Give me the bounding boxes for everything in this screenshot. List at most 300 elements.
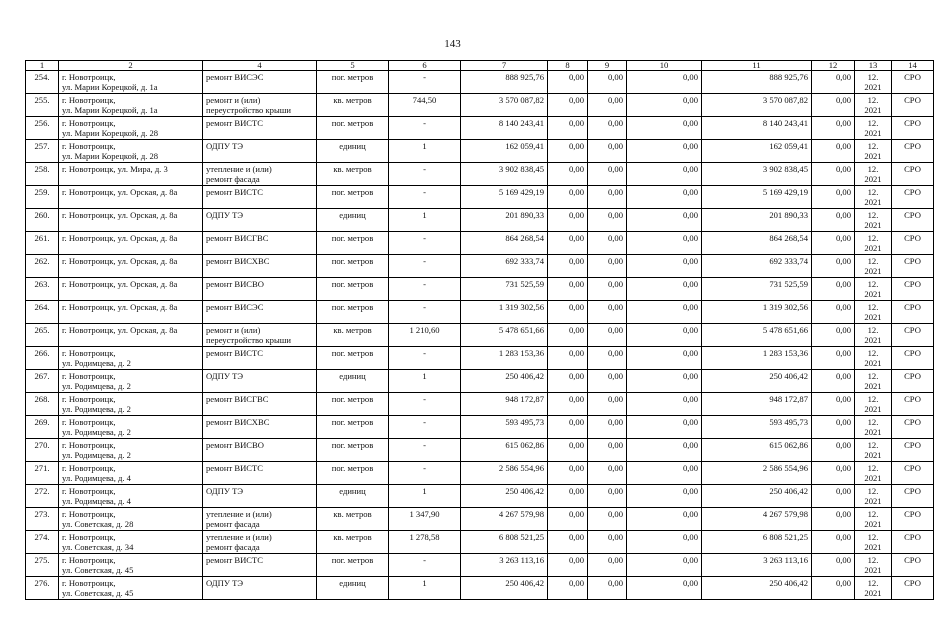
deadline-text: 12. <box>867 486 879 496</box>
deadline-cell <box>855 209 892 232</box>
work-type-cell <box>203 508 317 531</box>
work-type-text: ремонт ВИСГВС <box>206 394 269 404</box>
deadline-cell <box>855 186 892 209</box>
work-type-cell <box>203 393 317 416</box>
quantity-text: 1 278,58 <box>409 532 440 542</box>
col10-text: 0,00 <box>682 394 698 404</box>
col12-text: 0,00 <box>835 256 851 266</box>
col11-cost-cell <box>702 531 812 554</box>
col8-text: 0,00 <box>568 233 584 243</box>
col12-cell <box>812 462 855 485</box>
row-number-text: 262. <box>34 256 50 266</box>
work-type-text: ремонт и (или) <box>206 325 261 335</box>
total-cost-cell <box>461 71 548 94</box>
deadline-cell <box>855 163 892 186</box>
col10-cell <box>627 278 702 301</box>
total-cost-text: 1 319 302,56 <box>498 302 544 312</box>
total-cost-text: 2 586 554,96 <box>498 463 544 473</box>
row-number-cell <box>26 278 59 301</box>
deadline-text: 12. <box>867 279 879 289</box>
method-text: СРО <box>904 509 921 519</box>
deadline-text: 12. <box>867 417 879 427</box>
quantity-text: - <box>423 302 426 312</box>
unit-text: пог. метров <box>331 233 374 243</box>
table-row <box>26 347 934 370</box>
col12-text: 0,00 <box>835 325 851 335</box>
col10-text: 0,00 <box>682 164 698 174</box>
address-cell <box>59 71 203 94</box>
row-number-cell <box>26 232 59 255</box>
method-text: СРО <box>904 95 921 105</box>
col9-text: 0,00 <box>607 95 623 105</box>
quantity-cell <box>389 416 461 439</box>
row-number-text: 259. <box>34 187 50 197</box>
total-cost-text: 864 268,54 <box>505 233 544 243</box>
work-type-cell <box>203 370 317 393</box>
address-text: ул. Советская, д. 45 <box>62 565 134 576</box>
unit-text: пог. метров <box>331 72 374 82</box>
quantity-text: - <box>423 440 426 450</box>
deadline-text: 2021 <box>864 105 882 116</box>
row-number-text: 261. <box>34 233 50 243</box>
quantity-text: - <box>423 118 426 128</box>
address-text: г. Новотроицк, <box>62 72 116 82</box>
col10-text: 0,00 <box>682 417 698 427</box>
col12-cell <box>812 94 855 117</box>
address-text: г. Новотроицк, <box>62 486 116 496</box>
row-number-text: 270. <box>34 440 50 450</box>
col12-text: 0,00 <box>835 233 851 243</box>
col8-cell <box>548 347 588 370</box>
total-cost-text: 692 333,74 <box>505 256 544 266</box>
col11-cost-cell <box>702 140 812 163</box>
col10-cell <box>627 531 702 554</box>
col10-cell <box>627 370 702 393</box>
col12-text: 0,00 <box>835 371 851 381</box>
total-cost-cell <box>461 577 548 600</box>
col11-cost-text: 250 406,42 <box>769 371 808 381</box>
deadline-text: 12. <box>867 509 879 519</box>
method-cell <box>892 347 934 370</box>
address-text: г. Новотроицк, <box>62 348 116 358</box>
column-header: 12 <box>812 61 855 71</box>
col9-text: 0,00 <box>607 371 623 381</box>
col10-cell <box>627 508 702 531</box>
deadline-cell <box>855 439 892 462</box>
col8-text: 0,00 <box>568 486 584 496</box>
method-text: СРО <box>904 210 921 220</box>
work-type-cell <box>203 278 317 301</box>
col12-cell <box>812 186 855 209</box>
col9-cell <box>588 117 627 140</box>
col9-text: 0,00 <box>607 486 623 496</box>
col9-cell <box>588 94 627 117</box>
col9-text: 0,00 <box>607 210 623 220</box>
address-text: ул. Родимцева, д. 2 <box>62 404 131 415</box>
col8-cell <box>548 508 588 531</box>
column-header: 4 <box>203 61 317 71</box>
unit-cell <box>317 278 389 301</box>
col8-text: 0,00 <box>568 463 584 473</box>
deadline-text: 2021 <box>864 82 882 93</box>
col12-cell <box>812 278 855 301</box>
work-type-text: ремонт ВИСЭС <box>206 72 264 82</box>
col9-text: 0,00 <box>607 509 623 519</box>
deadline-text: 12. <box>867 256 879 266</box>
deadline-text: 2021 <box>864 220 882 231</box>
address-cell <box>59 140 203 163</box>
address-text: ул. Родимцева, д. 4 <box>62 473 131 484</box>
col12-text: 0,00 <box>835 440 851 450</box>
method-text: СРО <box>904 486 921 496</box>
col12-cell <box>812 393 855 416</box>
work-type-text: переустройство крыши <box>206 105 291 116</box>
deadline-text: 2021 <box>864 588 882 599</box>
row-number-cell <box>26 140 59 163</box>
col12-text: 0,00 <box>835 187 851 197</box>
unit-cell <box>317 554 389 577</box>
work-type-cell <box>203 531 317 554</box>
deadline-text: 12. <box>867 187 879 197</box>
col11-cost-cell <box>702 347 812 370</box>
column-header: 8 <box>548 61 588 71</box>
method-cell <box>892 393 934 416</box>
address-cell <box>59 439 203 462</box>
method-cell <box>892 462 934 485</box>
address-cell <box>59 531 203 554</box>
table-row <box>26 485 934 508</box>
row-number-cell <box>26 117 59 140</box>
unit-text: единиц <box>339 371 366 381</box>
work-type-text: ОДПУ ТЭ <box>206 371 244 381</box>
col11-cost-text: 5 478 651,66 <box>762 325 808 335</box>
row-number-cell <box>26 462 59 485</box>
quantity-cell <box>389 117 461 140</box>
address-text: ул. Советская, д. 28 <box>62 519 134 530</box>
total-cost-text: 1 283 153,36 <box>498 348 544 358</box>
unit-text: пог. метров <box>331 256 374 266</box>
col10-text: 0,00 <box>682 187 698 197</box>
work-type-text: ремонт ВИСЭС <box>206 302 264 312</box>
col8-text: 0,00 <box>568 509 584 519</box>
col9-text: 0,00 <box>607 279 623 289</box>
work-type-cell <box>203 232 317 255</box>
method-cell <box>892 94 934 117</box>
work-type-cell <box>203 439 317 462</box>
total-cost-text: 3 902 838,45 <box>498 164 544 174</box>
col12-cell <box>812 531 855 554</box>
quantity-text: 1 347,90 <box>409 509 440 519</box>
method-cell <box>892 163 934 186</box>
row-number-cell <box>26 393 59 416</box>
work-type-cell <box>203 117 317 140</box>
quantity-cell <box>389 462 461 485</box>
col11-cost-text: 3 263 113,16 <box>763 555 808 565</box>
unit-cell <box>317 416 389 439</box>
deadline-cell <box>855 370 892 393</box>
col11-cost-cell <box>702 301 812 324</box>
address-text: г. Новотроицк, <box>62 141 116 151</box>
quantity-cell <box>389 209 461 232</box>
col11-cost-text: 250 406,42 <box>769 578 808 588</box>
total-cost-text: 250 406,42 <box>505 371 544 381</box>
quantity-text: - <box>423 279 426 289</box>
total-cost-text: 3 263 113,16 <box>499 555 544 565</box>
address-text: г. Новотроицк, <box>62 394 116 404</box>
col10-cell <box>627 232 702 255</box>
quantity-text: 1 <box>422 371 427 381</box>
work-type-cell <box>203 71 317 94</box>
col9-cell <box>588 71 627 94</box>
unit-text: кв. метров <box>333 532 372 542</box>
row-number-text: 260. <box>34 210 50 220</box>
page-number: 143 <box>444 38 461 50</box>
table-row <box>26 324 934 347</box>
total-cost-cell <box>461 232 548 255</box>
col8-text: 0,00 <box>568 555 584 565</box>
col9-text: 0,00 <box>607 164 623 174</box>
col12-cell <box>812 577 855 600</box>
row-number-cell <box>26 255 59 278</box>
row-number-text: 263. <box>34 279 50 289</box>
col8-text: 0,00 <box>568 440 584 450</box>
table-row <box>26 71 934 94</box>
address-text: г. Новотроицк, ул. Мира, д. 3 <box>62 164 168 174</box>
row-number-cell <box>26 370 59 393</box>
col8-cell <box>548 554 588 577</box>
address-cell <box>59 301 203 324</box>
unit-text: кв. метров <box>333 95 372 105</box>
col12-text: 0,00 <box>835 279 851 289</box>
column-header: 10 <box>627 61 702 71</box>
col9-cell <box>588 416 627 439</box>
row-number-text: 276. <box>34 578 50 588</box>
column-header: 2 <box>59 61 203 71</box>
quantity-text: - <box>423 555 426 565</box>
unit-cell <box>317 186 389 209</box>
work-type-text: ОДПУ ТЭ <box>206 141 244 151</box>
column-header: 6 <box>389 61 461 71</box>
col12-cell <box>812 370 855 393</box>
unit-cell <box>317 140 389 163</box>
table-row <box>26 439 934 462</box>
total-cost-text: 162 059,41 <box>505 141 544 151</box>
work-type-cell <box>203 255 317 278</box>
unit-text: кв. метров <box>333 164 372 174</box>
column-header: 5 <box>317 61 389 71</box>
col8-cell <box>548 186 588 209</box>
table-row <box>26 531 934 554</box>
col12-cell <box>812 508 855 531</box>
quantity-text: 1 210,60 <box>409 325 440 335</box>
quantity-cell <box>389 393 461 416</box>
col10-cell <box>627 462 702 485</box>
unit-text: пог. метров <box>331 417 374 427</box>
deadline-text: 2021 <box>864 381 882 392</box>
method-cell <box>892 439 934 462</box>
work-type-text: ремонт и (или) <box>206 95 261 105</box>
col9-cell <box>588 278 627 301</box>
address-cell <box>59 577 203 600</box>
col8-cell <box>548 301 588 324</box>
col11-cost-cell <box>702 186 812 209</box>
total-cost-cell <box>461 278 548 301</box>
col11-cost-text: 250 406,42 <box>769 486 808 496</box>
col9-cell <box>588 163 627 186</box>
col11-cost-cell <box>702 393 812 416</box>
address-text: г. Новотроицк, <box>62 463 116 473</box>
total-cost-cell <box>461 94 548 117</box>
col10-text: 0,00 <box>682 578 698 588</box>
col9-cell <box>588 462 627 485</box>
row-number-cell <box>26 71 59 94</box>
col8-cell <box>548 393 588 416</box>
col12-cell <box>812 209 855 232</box>
total-cost-cell <box>461 508 548 531</box>
col8-text: 0,00 <box>568 141 584 151</box>
col11-cost-cell <box>702 324 812 347</box>
col12-cell <box>812 232 855 255</box>
method-text: СРО <box>904 256 921 266</box>
quantity-text: - <box>423 394 426 404</box>
quantity-text: 1 <box>422 210 427 220</box>
col10-cell <box>627 117 702 140</box>
unit-text: пог. метров <box>331 463 374 473</box>
table-row <box>26 554 934 577</box>
column-header: 1 <box>26 61 59 71</box>
table-row <box>26 186 934 209</box>
address-cell <box>59 117 203 140</box>
col9-text: 0,00 <box>607 348 623 358</box>
col12-text: 0,00 <box>835 463 851 473</box>
register-table <box>25 60 934 600</box>
col9-text: 0,00 <box>607 72 623 82</box>
deadline-text: 12. <box>867 302 879 312</box>
col11-cost-cell <box>702 94 812 117</box>
col8-text: 0,00 <box>568 164 584 174</box>
deadline-text: 12. <box>867 164 879 174</box>
address-cell <box>59 232 203 255</box>
deadline-text: 2021 <box>864 289 882 300</box>
address-cell <box>59 209 203 232</box>
quantity-text: - <box>423 463 426 473</box>
col12-text: 0,00 <box>835 532 851 542</box>
work-type-text: ОДПУ ТЭ <box>206 486 244 496</box>
unit-text: единиц <box>339 486 366 496</box>
deadline-text: 12. <box>867 532 879 542</box>
col8-text: 0,00 <box>568 371 584 381</box>
col11-cost-cell <box>702 163 812 186</box>
unit-cell <box>317 370 389 393</box>
table-row <box>26 301 934 324</box>
work-type-text: ремонт ВИСТС <box>206 555 264 565</box>
total-cost-cell <box>461 370 548 393</box>
deadline-cell <box>855 324 892 347</box>
deadline-cell <box>855 577 892 600</box>
col11-cost-text: 692 333,74 <box>769 256 808 266</box>
col12-cell <box>812 439 855 462</box>
deadline-text: 12. <box>867 210 879 220</box>
address-text: г. Новотроицк, <box>62 371 116 381</box>
row-number-cell <box>26 324 59 347</box>
col8-text: 0,00 <box>568 302 584 312</box>
method-text: СРО <box>904 463 921 473</box>
quantity-cell <box>389 347 461 370</box>
address-text: г. Новотроицк, ул. Орская, д. 8а <box>62 325 178 335</box>
col9-cell <box>588 140 627 163</box>
address-text: г. Новотроицк, <box>62 578 116 588</box>
col12-text: 0,00 <box>835 509 851 519</box>
address-text: г. Новотроицк, ул. Орская, д. 8а <box>62 256 178 266</box>
col8-cell <box>548 278 588 301</box>
col8-cell <box>548 209 588 232</box>
quantity-cell <box>389 370 461 393</box>
deadline-cell <box>855 278 892 301</box>
row-number-cell <box>26 508 59 531</box>
quantity-cell <box>389 255 461 278</box>
address-text: ул. Марии Корецкой, д. 1а <box>62 105 158 116</box>
col9-cell <box>588 370 627 393</box>
address-text: ул. Марии Корецкой, д. 28 <box>62 128 159 139</box>
unit-cell <box>317 462 389 485</box>
col9-cell <box>588 577 627 600</box>
address-text: ул. Советская, д. 34 <box>62 542 134 553</box>
work-type-cell <box>203 577 317 600</box>
address-text: ул. Марии Корецкой, д. 1а <box>62 82 158 93</box>
deadline-text: 2021 <box>864 450 882 461</box>
quantity-cell <box>389 186 461 209</box>
quantity-text: 1 <box>422 141 427 151</box>
col11-cost-cell <box>702 232 812 255</box>
work-type-text: переустройство крыши <box>206 335 291 346</box>
row-number-text: 268. <box>34 394 50 404</box>
total-cost-text: 8 140 243,41 <box>498 118 544 128</box>
total-cost-cell <box>461 416 548 439</box>
column-header: 7 <box>461 61 548 71</box>
column-header: 14 <box>892 61 934 71</box>
unit-cell <box>317 94 389 117</box>
col10-text: 0,00 <box>682 486 698 496</box>
col9-text: 0,00 <box>607 394 623 404</box>
total-cost-text: 948 172,87 <box>505 394 544 404</box>
work-type-cell <box>203 347 317 370</box>
col10-cell <box>627 485 702 508</box>
quantity-text: - <box>423 233 426 243</box>
work-type-text: ремонт ВИСХВС <box>206 417 270 427</box>
col11-cost-text: 6 808 521,25 <box>762 532 808 542</box>
col11-cost-cell <box>702 554 812 577</box>
table-row <box>26 577 934 600</box>
deadline-cell <box>855 347 892 370</box>
col12-cell <box>812 301 855 324</box>
col10-text: 0,00 <box>682 233 698 243</box>
address-text: г. Новотроицк, <box>62 532 116 542</box>
method-cell <box>892 416 934 439</box>
deadline-cell <box>855 393 892 416</box>
col9-cell <box>588 209 627 232</box>
method-text: СРО <box>904 141 921 151</box>
address-cell <box>59 186 203 209</box>
col10-text: 0,00 <box>682 532 698 542</box>
method-text: СРО <box>904 233 921 243</box>
col8-cell <box>548 94 588 117</box>
method-text: СРО <box>904 417 921 427</box>
quantity-cell <box>389 531 461 554</box>
address-text: ул. Марии Корецкой, д. 28 <box>62 151 159 162</box>
unit-cell <box>317 209 389 232</box>
row-number-text: 272. <box>34 486 50 496</box>
row-number-text: 257. <box>34 141 50 151</box>
